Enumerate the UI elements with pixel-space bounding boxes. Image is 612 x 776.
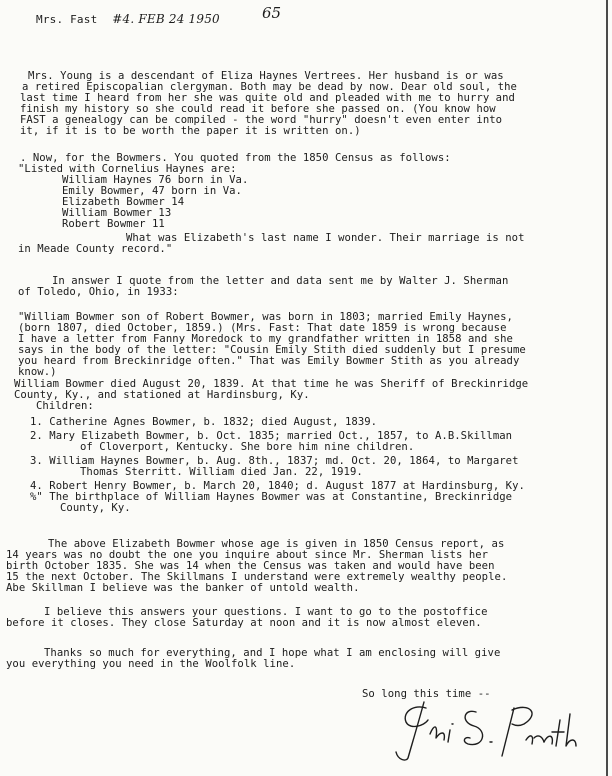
text-line: %" The birthplace of William Haynes Bowmer was at Constantine, Breckinridge [30,491,513,503]
list-item-continuation: Thomas Sterritt. William died Jan. 22, 1919. [80,466,363,478]
text-line: of Toledo, Ohio, in 1933: [18,286,179,298]
census-entry: Robert Bowmer 11 [62,218,165,230]
text-line: it, if it is to be worth the paper it is written on.) [20,125,361,137]
text-line: William Bowmer died August 20, 1839. At that time he was Sheriff of Breckinridge [14,378,529,390]
children-heading: Children: [36,400,94,412]
recipient-label: Mrs. Fast [36,13,98,26]
census-entry: Emily Bowmer, 47 born in Va. [62,185,242,197]
text-line: I believe this answers your questions. I want to go to the postoffice [44,606,488,618]
text-line: 14 years was no doubt the one you inquire about since Mr. Sherman lists her [6,549,489,561]
list-item-continuation: of Cloverport, Kentucky. She bore him nine children. [80,441,415,453]
text-line: In answer I quote from the letter and data sent me by Walter J. Sherman [52,275,509,287]
text-line: 15 the next October. The Skillmans I understand were extremely wealthy people. [6,571,508,583]
census-entry: Elizabeth Bowmer 14 [62,196,185,208]
closing-line: So long this time -- [362,688,491,700]
list-item: 1. Catherine Agnes Bowmer, b. 1832; died August, 1839. [30,416,378,428]
text-line: says in the body of the letter: "Cousin Emily Stith died suddenly but I presume [18,344,526,356]
scan-edge [606,0,608,776]
text-line: Abe Skillman I believe was the banker of untold wealth. [6,582,360,594]
text-line: County, Ky., and stationed at Hardinsburg, Ky. [14,389,310,401]
list-item: 3. William Haynes Bowmer, b. Aug. 8th., 1837; md. Oct. 20, 1864, to Margaret [30,455,519,467]
list-item: 2. Mary Elizabeth Bowmer, b. Oct. 1835; married Oct., 1857, to A.B.Skillman [30,430,513,442]
letter-header [36,12,220,26]
text-line: birth October 1835. She was 14 when the Census was taken and would have been [6,560,495,572]
text-line: a retired Episcopalian clergyman. Both may be dead by now. Dear old soul, the [22,81,517,93]
text-line: (born 1807, died October, 1859.) (Mrs. Fast: That date 1859 is wrong because [18,322,507,334]
list-item: 4. Robert Henry Bowmer, b. March 20, 1840; d. August 1877 at Hardinsburg, Ky. [30,480,525,492]
text-line: in Meade County record." [18,243,173,255]
text-line: FAST a genealogy can be compiled - the word "hurry" doesn't even enter into [20,114,503,126]
page-number: 65 [262,4,282,22]
text-line: you heard from Breckinridge often." That was Emily Bowmer Stith as you already [18,355,520,367]
text-line: I have a letter from Fanny Moredock to my grandfather written in 1858 and she [18,333,513,345]
text-line: "William Bowmer son of Robert Bowmer, was born in 1803; married Emily Haynes, [18,311,513,323]
text-line: The above Elizabeth Bowmer whose age is given in 1850 Census report, as [48,538,505,550]
text-line: before it closes. They close Saturday at noon and it is now almost eleven. [6,617,482,629]
text-line: Thanks so much for everything, and I hope what I am enclosing will give [44,647,501,659]
text-line: know.) [18,366,57,378]
text-line: County, Ky. [60,502,131,514]
text-line: you everything you need in the Woolfolk line. [6,658,296,670]
text-line: Mrs. Young is a descendant of Eliza Haynes Vertrees. Her husband is or was [28,70,504,82]
text-line: . Now, for the Bowmers. You quoted from the 1850 Census as follows: [20,152,451,164]
census-entry: William Bowmer 13 [62,207,172,219]
handwritten-date-note: #4. FEB 24 1950 [112,12,220,26]
text-line: What was Elizabeth's last name I wonder. Their marriage is not [126,232,525,244]
census-entry: William Haynes 76 born in Va. [62,174,249,186]
text-line: finish my history so she could read it before she passed on. (You know how [20,103,496,115]
text-line: last time I heard from her she was quite old and pleaded with me to hurry and [20,92,515,104]
text-line: "Listed with Cornelius Haynes are: [18,163,237,175]
signature-image [384,694,584,764]
